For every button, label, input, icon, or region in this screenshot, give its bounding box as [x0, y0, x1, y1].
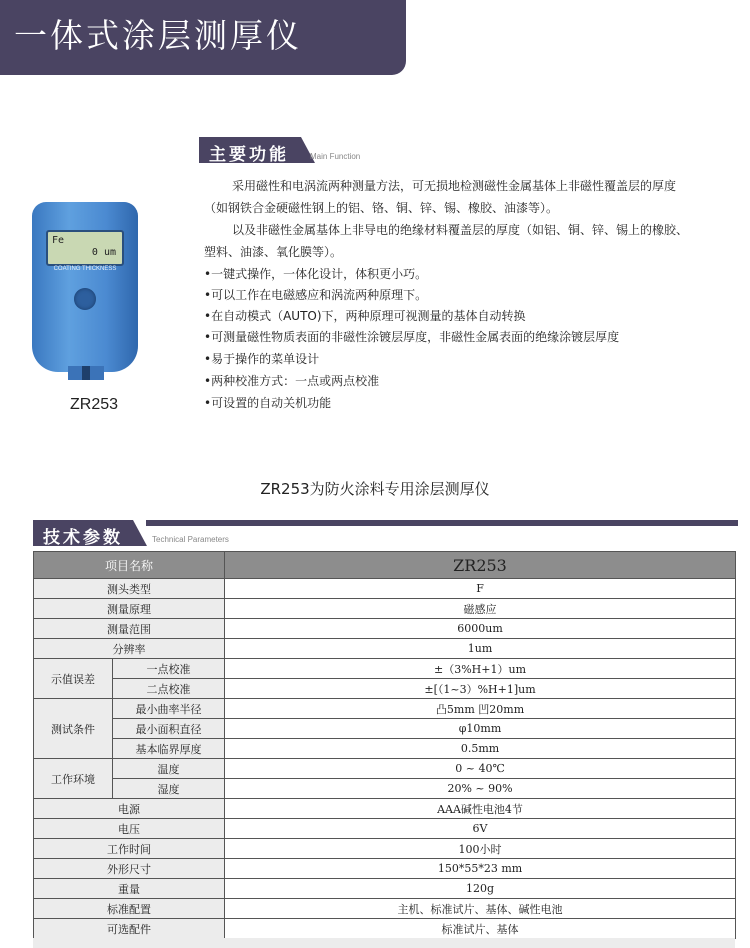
row-label: 温度	[113, 759, 225, 779]
function-line: 以及非磁性金属基体上非导电的绝缘材料覆盖层的厚度（如铝、铜、锌、锡上的橡胶、	[232, 223, 689, 237]
function-line: •一键式操作，一体化设计，体积更小巧。	[204, 267, 428, 281]
row-value: 磁感应	[225, 599, 736, 619]
row-label: 可选配件	[34, 919, 225, 939]
function-line: 采用磁性和电涡流两种测量方法，可无损地检测磁性金属基体上非磁性覆盖层的厚度	[232, 179, 677, 193]
row-value: 120g	[225, 879, 736, 899]
device-body	[32, 202, 138, 372]
device-power-button	[74, 288, 96, 310]
row-value: 0 ~ 40℃	[225, 759, 736, 779]
function-line: •易于操作的菜单设计	[204, 352, 320, 366]
tech-params-subheading: Technical Parameters	[152, 535, 229, 544]
row-label: 湿度	[113, 779, 225, 799]
row-label: 二点校准	[113, 679, 225, 699]
row-label: 最小面积直径	[113, 719, 225, 739]
device-label: COATING THICKNESS	[53, 266, 117, 272]
table-header-row	[34, 552, 736, 579]
col-header-name: 项目名称	[34, 552, 225, 579]
table-row	[34, 739, 736, 759]
function-line: •可以工作在电磁感应和涡流两种原理下。	[204, 288, 428, 302]
screen-mode: Fe	[52, 235, 65, 246]
row-label: 测头类型	[34, 579, 225, 599]
table-row	[34, 839, 736, 859]
table-row	[34, 579, 736, 599]
row-value: F	[225, 579, 736, 599]
table-row	[34, 679, 736, 699]
function-line: •可设置的自动关机功能	[204, 396, 332, 410]
row-label: 电压	[34, 819, 225, 839]
table-row	[34, 599, 736, 619]
group-label: 示值误差	[34, 659, 113, 699]
tech-params-heading: 技术参数	[33, 520, 133, 546]
row-value: ±（3%H+1）um	[225, 659, 736, 679]
row-value: 100小时	[225, 839, 736, 859]
function-line: •可测量磁性物质表面的非磁性涂镀层厚度，非磁性金属表面的绝缘涂镀层厚度	[204, 330, 620, 344]
row-label: 基本临界厚度	[113, 739, 225, 759]
group-label: 工作环境	[34, 759, 113, 799]
table-row	[34, 919, 736, 939]
screen-value: 0 um	[91, 247, 116, 258]
row-value: 6V	[225, 819, 736, 839]
row-label: 测量范围	[34, 619, 225, 639]
page-title: 一体式涂层测厚仪	[14, 16, 302, 55]
group-label: 测试条件	[34, 699, 113, 759]
device-probe	[68, 366, 104, 380]
row-value: φ10mm	[225, 719, 736, 739]
row-value: 标准试片、基体	[225, 919, 736, 939]
row-label: 重量	[34, 879, 225, 899]
table-row	[34, 699, 736, 719]
table-row	[34, 759, 736, 779]
function-line: •在自动模式（AUTO)下，两种原理可视测量的基体自动转换	[204, 309, 526, 323]
row-label: 标准配置	[34, 899, 225, 919]
row-value: 主机、标准试片、基体、碱性电池	[225, 899, 736, 919]
row-value: 1um	[225, 639, 736, 659]
row-value: 凸5mm 凹20mm	[225, 699, 736, 719]
device-screen	[46, 230, 124, 266]
function-line: （如钢铁合金硬磁性钢上的铝、铬、铜、锌、锡、橡胶、油漆等）。	[204, 201, 559, 215]
table-row	[34, 899, 736, 919]
row-label: 测量原理	[34, 599, 225, 619]
row-value: 6000um	[225, 619, 736, 639]
row-label: 电源	[34, 799, 225, 819]
header-banner	[0, 0, 406, 75]
table-row	[34, 659, 736, 679]
table-footer-bar	[33, 938, 735, 948]
row-label: 一点校准	[113, 659, 225, 679]
row-value: ±[（1~3）%H+1]um	[225, 679, 736, 699]
table-row	[34, 779, 736, 799]
row-value: 150*55*23 mm	[225, 859, 736, 879]
table-row	[34, 719, 736, 739]
table-row	[34, 859, 736, 879]
table-row	[34, 819, 736, 839]
device-model-label: ZR253	[69, 396, 119, 413]
row-label: 工作时间	[34, 839, 225, 859]
row-value: 0.5mm	[225, 739, 736, 759]
table-row	[34, 799, 736, 819]
row-label: 最小曲率半径	[113, 699, 225, 719]
table-row	[34, 639, 736, 659]
row-value: 20% ~ 90%	[225, 779, 736, 799]
spec-table	[33, 551, 736, 939]
main-function-heading: 主要功能	[199, 137, 301, 163]
row-value: AAA碱性电池4节	[225, 799, 736, 819]
row-label: 分辨率	[34, 639, 225, 659]
main-function-subheading: Main Function	[310, 152, 361, 161]
tech-params-divider	[146, 520, 738, 526]
col-header-model: ZR253	[225, 552, 736, 579]
row-label: 外形尺寸	[34, 859, 225, 879]
function-line: 塑料、油漆、氧化膜等）。	[204, 245, 343, 259]
table-row	[34, 879, 736, 899]
table-row	[34, 619, 736, 639]
product-subtitle: ZR253为防火涂料专用涂层测厚仪	[260, 480, 490, 498]
function-line: •两种校准方式：一点或两点校准	[204, 374, 380, 388]
